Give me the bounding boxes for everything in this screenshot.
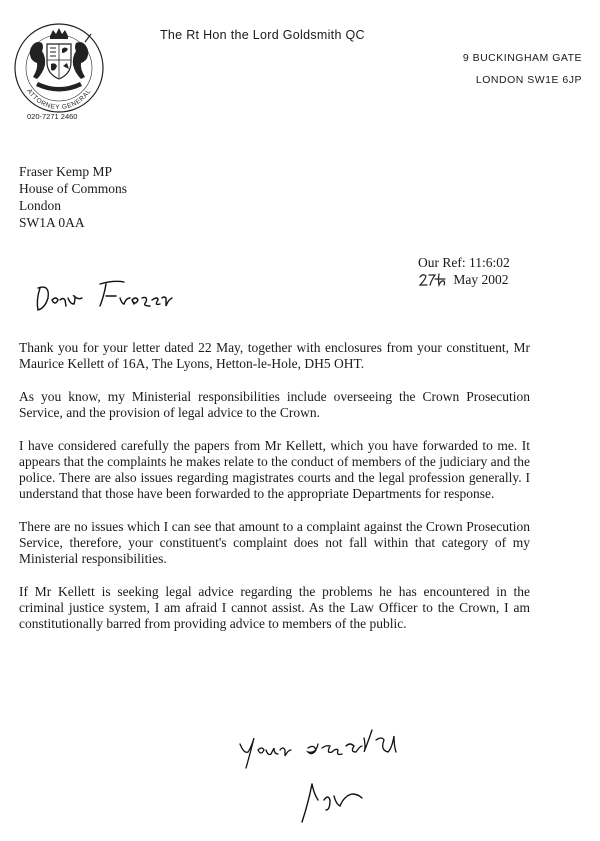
royal-coat-of-arms-icon bbox=[10, 22, 108, 114]
body-paragraph: As you know, my Ministerial responsibilities include overseeing the Crown Prosecution Service, and the provision of legal advice to the Crown. bbox=[19, 389, 530, 420]
phone-number: 020-7271 2460 bbox=[27, 112, 78, 121]
crest-caption: ATTORNEY GENERAL bbox=[25, 87, 93, 112]
recipient-line: SW1A 0AA bbox=[19, 215, 85, 230]
body-paragraph: If Mr Kellett is seeking legal advice regarding the problems he has encountered in the criminal justice system, I am afraid I cannot assist. As the Law Officer to the Crown, I am constitutionally barred from providing advice to members of the public. bbox=[19, 584, 530, 631]
handwritten-closing-and-signature bbox=[236, 722, 426, 837]
body-paragraph: There are no issues which I can see that amount to a complaint against the Crown Prosecution Service, therefore, your constituent's complaint does not fall within that category of my Ministerial responsibilities. bbox=[19, 519, 530, 566]
address-line-1: 9 BUCKINGHAM GATE bbox=[462, 52, 582, 64]
date-month-year: May 2002 bbox=[453, 272, 509, 287]
letter-body bbox=[19, 340, 530, 649]
signature-text: Peter bbox=[236, 722, 239, 723]
sender-address bbox=[463, 47, 582, 91]
recipient-address bbox=[19, 163, 127, 231]
handwritten-day bbox=[418, 271, 450, 287]
recipient-line: Fraser Kemp MP bbox=[19, 164, 112, 179]
handwritten-salutation bbox=[34, 274, 194, 324]
body-paragraph: I have considered carefully the papers from Mr Kellett, which you have forwarded to me. It appears that the complaints he makes relate to the conduct of members of the judiciary and the police. There are also issues regarding magistrates courts and the legal profession generally. I understand that those have been forwarded to the appropriate Departments for response. bbox=[19, 438, 530, 501]
our-ref: Our Ref: 11:6:02 bbox=[418, 255, 510, 270]
recipient-line: London bbox=[19, 198, 61, 213]
address-line-2: LONDON SW1E 6JP bbox=[475, 74, 582, 86]
sender-name: The Rt Hon the Lord Goldsmith QC bbox=[160, 28, 365, 42]
body-paragraph: Thank you for your letter dated 22 May, together with enclosures from your constituent, Mr Maurice Kellett of 16A, The Lyons, Hetton-le-Hole, DH5 OHT. bbox=[19, 340, 530, 371]
letter-reference bbox=[418, 254, 510, 288]
letter-date bbox=[418, 271, 510, 288]
recipient-line: House of Commons bbox=[19, 181, 127, 196]
